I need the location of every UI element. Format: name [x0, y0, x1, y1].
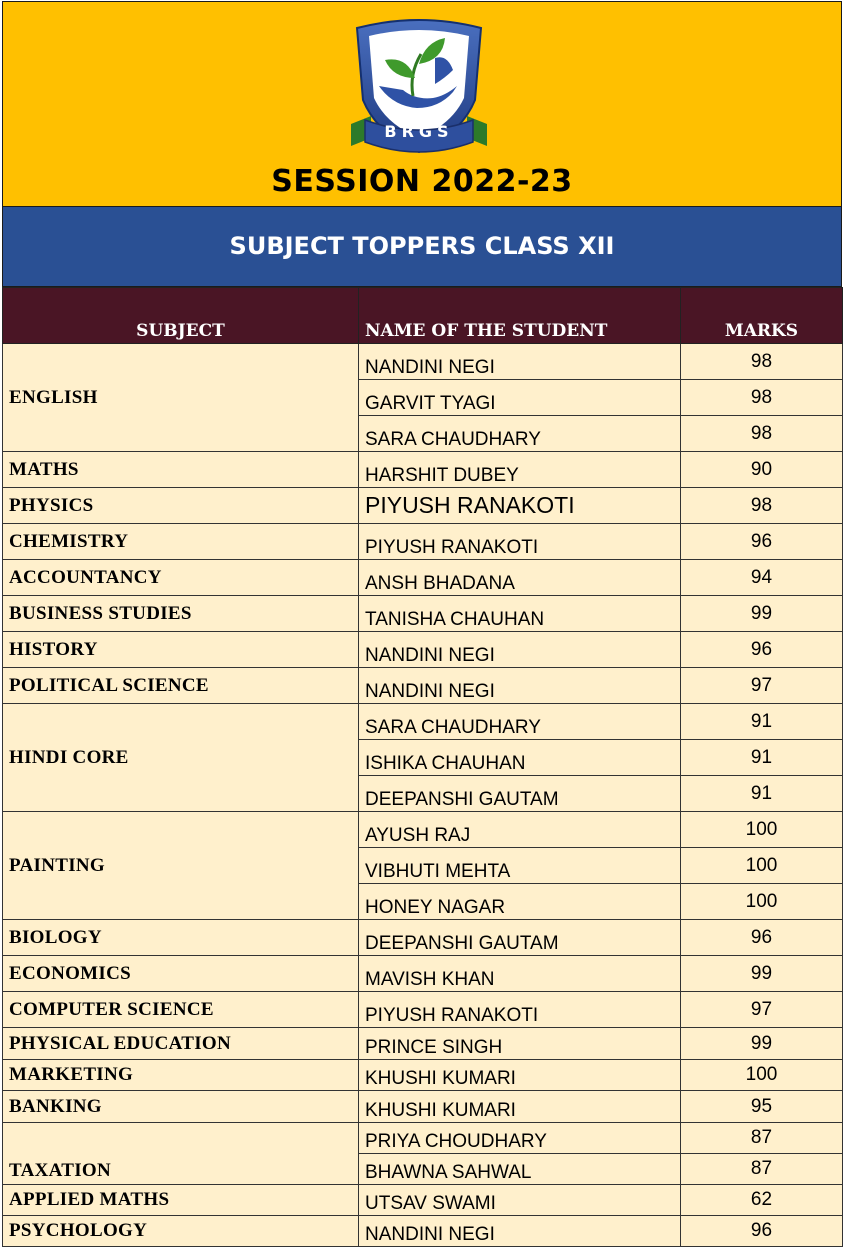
marks-cell: 98 — [681, 416, 843, 452]
student-name-cell: PRIYA CHOUDHARY — [359, 1123, 681, 1154]
banner-title: SUBJECT TOPPERS CLASS XII — [229, 232, 615, 260]
student-name-cell: KHUSHI KUMARI — [359, 1060, 681, 1091]
student-name-cell: HONEY NAGAR — [359, 884, 681, 920]
student-name-cell: NANDINI NEGI — [359, 632, 681, 668]
logo-lettering: BRGS — [384, 122, 454, 141]
subject-cell: APPLIED MATHS — [3, 1185, 359, 1216]
header-marks: MARKS — [681, 288, 843, 344]
student-name-cell: MAVISH KHAN — [359, 956, 681, 992]
table-row — [3, 1185, 843, 1216]
toppers-sheet — [2, 1, 844, 1249]
table-row — [3, 452, 843, 488]
student-name-cell: DEEPANSHI GAUTAM — [359, 776, 681, 812]
student-name-cell: PIYUSH RANAKOTI — [359, 524, 681, 560]
student-name-cell: NANDINI NEGI — [359, 1216, 681, 1247]
marks-cell: 99 — [681, 1028, 843, 1060]
subject-cell: PHYSICS — [3, 488, 359, 524]
student-name-cell: ANSH BHADANA — [359, 560, 681, 596]
student-name-cell: ISHIKA CHAUHAN — [359, 740, 681, 776]
student-name-cell: DEEPANSHI GAUTAM — [359, 920, 681, 956]
table-row — [3, 524, 843, 560]
subject-cell: POLITICAL SCIENCE — [3, 668, 359, 704]
subject-cell: ECONOMICS — [3, 956, 359, 992]
subject-cell: BIOLOGY — [3, 920, 359, 956]
marks-cell: 95 — [681, 1091, 843, 1123]
table-row — [3, 632, 843, 668]
marks-cell: 62 — [681, 1185, 843, 1216]
marks-cell: 87 — [681, 1154, 843, 1185]
subject-cell: HINDI CORE — [3, 704, 359, 812]
student-name-cell: NANDINI NEGI — [359, 668, 681, 704]
session-title: SESSION 2022-23 — [271, 164, 573, 199]
student-name-cell: UTSAV SWAMI — [359, 1185, 681, 1216]
marks-cell: 98 — [681, 344, 843, 380]
student-name-cell: NANDINI NEGI — [359, 344, 681, 380]
table-row — [3, 668, 843, 704]
student-name-cell: VIBHUTI MEHTA — [359, 848, 681, 884]
marks-cell: 100 — [681, 848, 843, 884]
subject-cell: MARKETING — [3, 1060, 359, 1091]
subject-cell: HISTORY — [3, 632, 359, 668]
marks-cell: 94 — [681, 560, 843, 596]
marks-cell: 96 — [681, 1216, 843, 1247]
student-name-cell: BHAWNA SAHWAL — [359, 1154, 681, 1185]
table-row — [3, 992, 843, 1028]
subject-cell: BANKING — [3, 1091, 359, 1123]
subject-cell: ACCOUNTANCY — [3, 560, 359, 596]
table-row — [3, 1091, 843, 1123]
marks-cell: 87 — [681, 1123, 843, 1154]
marks-cell: 98 — [681, 380, 843, 416]
subject-cell: BUSINESS STUDIES — [3, 596, 359, 632]
student-name-cell: KHUSHI KUMARI — [359, 1091, 681, 1123]
student-name-cell: TANISHA CHAUHAN — [359, 596, 681, 632]
marks-cell: 91 — [681, 704, 843, 740]
student-name-cell: PIYUSH RANAKOTI — [359, 488, 681, 524]
marks-cell: 91 — [681, 740, 843, 776]
table-row — [3, 488, 843, 524]
marks-cell: 99 — [681, 956, 843, 992]
student-name-cell: AYUSH RAJ — [359, 812, 681, 848]
title-banner — [2, 207, 842, 287]
marks-cell: 98 — [681, 488, 843, 524]
student-name-cell: SARA CHAUDHARY — [359, 704, 681, 740]
marks-cell: 100 — [681, 1060, 843, 1091]
table-row — [3, 344, 843, 380]
marks-cell: 91 — [681, 776, 843, 812]
table-row — [3, 596, 843, 632]
subject-cell: PHYSICAL EDUCATION — [3, 1028, 359, 1060]
subject-cell: COMPUTER SCIENCE — [3, 992, 359, 1028]
header-subject: SUBJECT — [3, 288, 359, 344]
marks-cell: 90 — [681, 452, 843, 488]
student-name-cell: PRINCE SINGH — [359, 1028, 681, 1060]
student-name-cell: PIYUSH RANAKOTI — [359, 992, 681, 1028]
marks-cell: 96 — [681, 524, 843, 560]
table-row — [3, 812, 843, 848]
subject-cell: PAINTING — [3, 812, 359, 920]
marks-cell: 100 — [681, 812, 843, 848]
table-row — [3, 1028, 843, 1060]
table-header-row — [3, 288, 843, 344]
subject-cell: MATHS — [3, 452, 359, 488]
marks-cell: 96 — [681, 632, 843, 668]
marks-cell: 96 — [681, 920, 843, 956]
marks-cell: 97 — [681, 668, 843, 704]
table-row — [3, 560, 843, 596]
subject-cell: TAXATION — [3, 1123, 359, 1185]
student-name-cell: SARA CHAUDHARY — [359, 416, 681, 452]
table-row — [3, 1216, 843, 1247]
table-row — [3, 956, 843, 992]
student-name-cell: HARSHIT DUBEY — [359, 452, 681, 488]
marks-cell: 97 — [681, 992, 843, 1028]
marks-cell: 100 — [681, 884, 843, 920]
table-row — [3, 1060, 843, 1091]
table-row — [3, 704, 843, 740]
session-header — [2, 1, 842, 207]
subject-cell: ENGLISH — [3, 344, 359, 452]
subject-cell: PSYCHOLOGY — [3, 1216, 359, 1247]
marks-cell: 99 — [681, 596, 843, 632]
toppers-table — [2, 287, 843, 1247]
subject-cell: CHEMISTRY — [3, 524, 359, 560]
table-row — [3, 1123, 843, 1154]
header-student-name: NAME OF THE STUDENT — [359, 288, 681, 344]
table-row — [3, 920, 843, 956]
student-name-cell: GARVIT TYAGI — [359, 380, 681, 416]
